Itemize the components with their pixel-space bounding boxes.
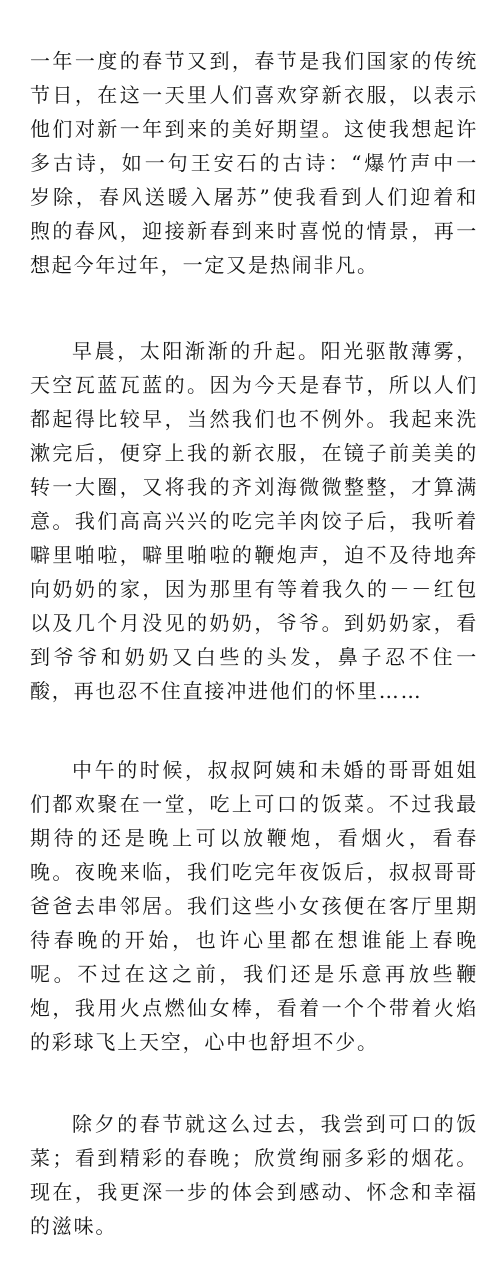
- paragraph-morning: 早晨，太阳渐渐的升起。阳光驱散薄雾，天空瓦蓝瓦蓝的。因为今天是春节，所以人们都起得比较早，当然我们也不例外。我起来洗漱完后，便穿上我的新衣服，在镜子前美美的转一大圈，又将我的齐刘海微微整整，才算满意。我们高高兴兴的吃完羊肉饺子后，我听着噼里啪啦，噼里啪啦的鞭炮声，迫不及待地奔向奶奶的家，因为那里有等着我久的－－红包以及几个月没见的奶奶，爷爷。到奶奶家，看到爷爷和奶奶又白些的头发，鼻子忍不住一酸，再也忍不住直接冲进他们的怀里……: [30, 339, 478, 703]
- paragraph-noon-and-evening: 中午的时候，叔叔阿姨和未婚的哥哥姐姐们都欢聚在一堂，吃上可口的饭菜。不过我最期待的还是晚上可以放鞭炮，看烟火，看春晚。夜晚来临，我们吃完年夜饭后，叔叔哥哥爸爸去串邻居。我们这些小女孩便在客厅里期待春晚的开始，也许心里都在想谁能上春晚呢。不过在这之前，我们还是乐意再放些鞭炮，我用火点燃仙女棒，看着一个个带着火焰的彩球飞上天空，心中也舒坦不少。: [30, 758, 478, 1054]
- paragraph-conclusion: 除夕的春节就这么过去，我尝到可口的饭菜；看到精彩的春晚；欣赏绚丽多彩的烟花。现在，我更深一步的体会到感动、怀念和幸福的滋味。: [30, 1112, 478, 1238]
- paragraph-spring-festival-intro: 一年一度的春节又到，春节是我们国家的传统节日，在这一天里人们喜欢穿新衣服，以表示他们对新一年到来的美好期望。这使我想起许多古诗，如一句王安石的古诗：“爆竹声中一岁除，春风送暖入屠苏”使我看到人们迎着和煦的春风，迎接新春到来时喜悦的情景，再一想起今年过年，一定又是热闹非凡。: [30, 49, 478, 277]
